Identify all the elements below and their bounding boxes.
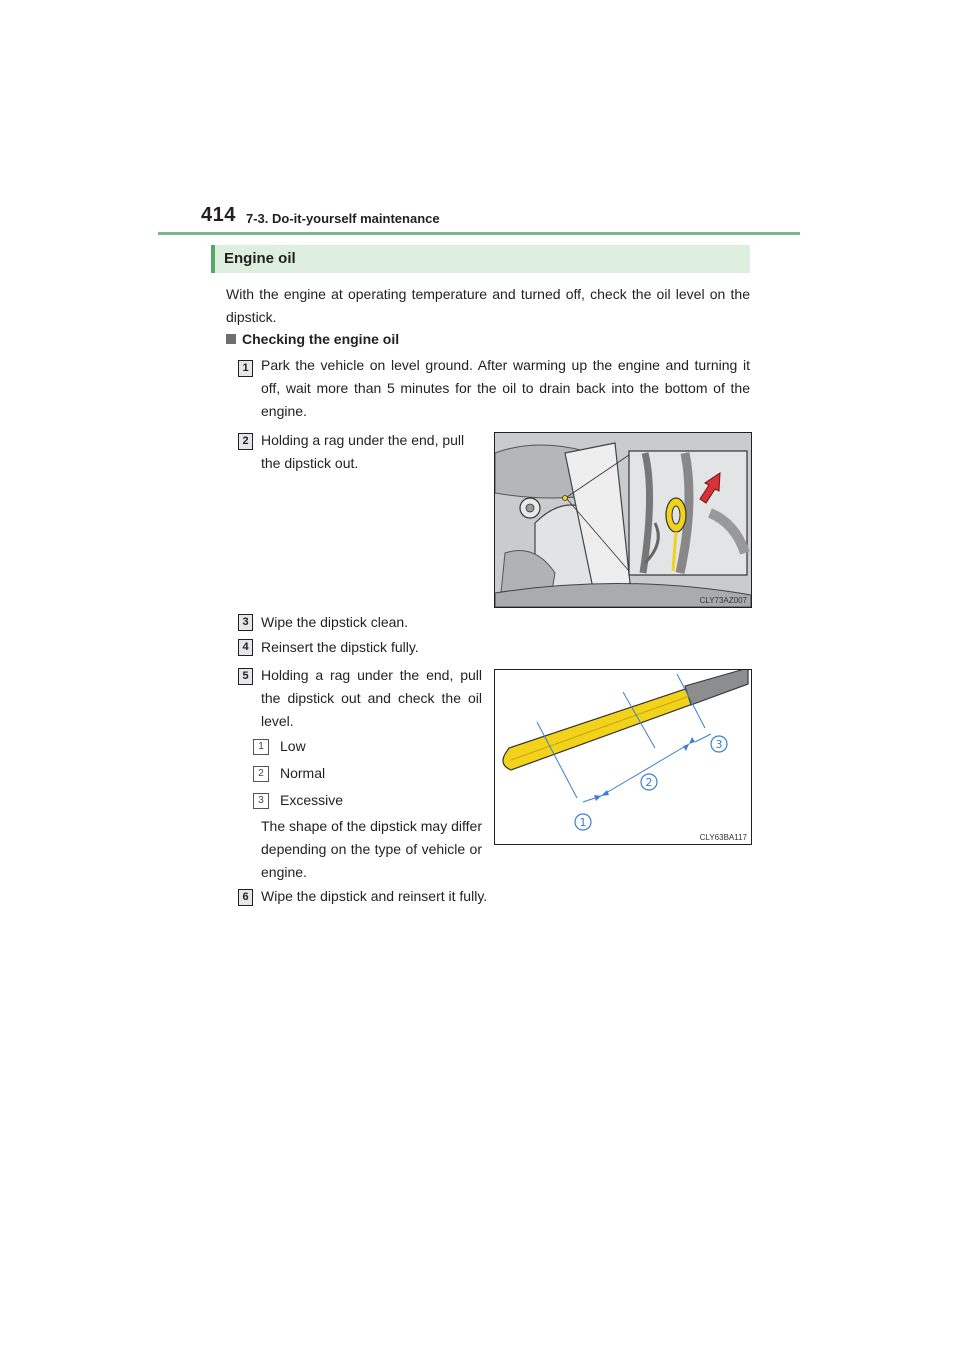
step-text-1: Park the vehicle on level ground. After warming up the engine and turning it off, wait more than 5 minutes for the oil to drain back into the bottom of the engine. (261, 357, 750, 419)
step-number-1: 1 (238, 360, 253, 377)
legend-label-low: Low (280, 738, 306, 754)
step-text-6: Wipe the dipstick and reinsert it fully. (261, 888, 488, 904)
step-number-4: 4 (238, 639, 253, 656)
section-title: Engine oil (224, 250, 296, 267)
subheading-text: Checking the engine oil (242, 331, 400, 347)
engine-bay-illustration (494, 432, 752, 608)
dipstick-drawing (495, 670, 751, 844)
legend-label-excessive: Excessive (280, 792, 344, 808)
legend-label-normal: Normal (280, 765, 326, 781)
step-number-5: 5 (238, 668, 253, 685)
legend-number-1: 1 (253, 739, 269, 755)
figure-code-engine: CLY73AZ007 (699, 596, 747, 605)
callout-1: 1 (579, 816, 587, 829)
legend-number-3: 3 (253, 793, 269, 809)
engine-bay-drawing (495, 433, 751, 607)
step-number-3: 3 (238, 614, 253, 631)
figure-code-dipstick: CLY63BA117 (699, 833, 747, 842)
section-heading-bar (211, 245, 750, 273)
step-text-4: Reinsert the dipstick fully. (261, 639, 419, 655)
callout-2: 2 (645, 776, 653, 789)
header-divider (158, 232, 800, 235)
legend-number-2: 2 (253, 766, 269, 782)
chapter-title: 7-3. Do-it-yourself maintenance (246, 211, 440, 226)
section-accent (211, 245, 215, 273)
callout-3: 3 (715, 738, 723, 751)
step-text-3: Wipe the dipstick clean. (261, 614, 409, 630)
subheading (226, 331, 399, 347)
step-number-6: 6 (238, 889, 253, 906)
intro-paragraph: With the engine at operating temperature and turned off, check the oil level on the dipstick. (226, 286, 750, 325)
step-number-2: 2 (238, 433, 253, 450)
square-bullet-icon (226, 334, 236, 344)
page-number: 414 (201, 204, 236, 226)
dipstick-level-illustration (494, 669, 752, 845)
step-text-5: Holding a rag under the end, pull the dipstick out and check the oil level. (261, 667, 482, 729)
dipstick-shape-note: The shape of the dipstick may differ depending on the type of vehicle or engine. (261, 818, 482, 880)
step-text-2: Holding a rag under the end, pull the dipstick out. (261, 432, 465, 471)
